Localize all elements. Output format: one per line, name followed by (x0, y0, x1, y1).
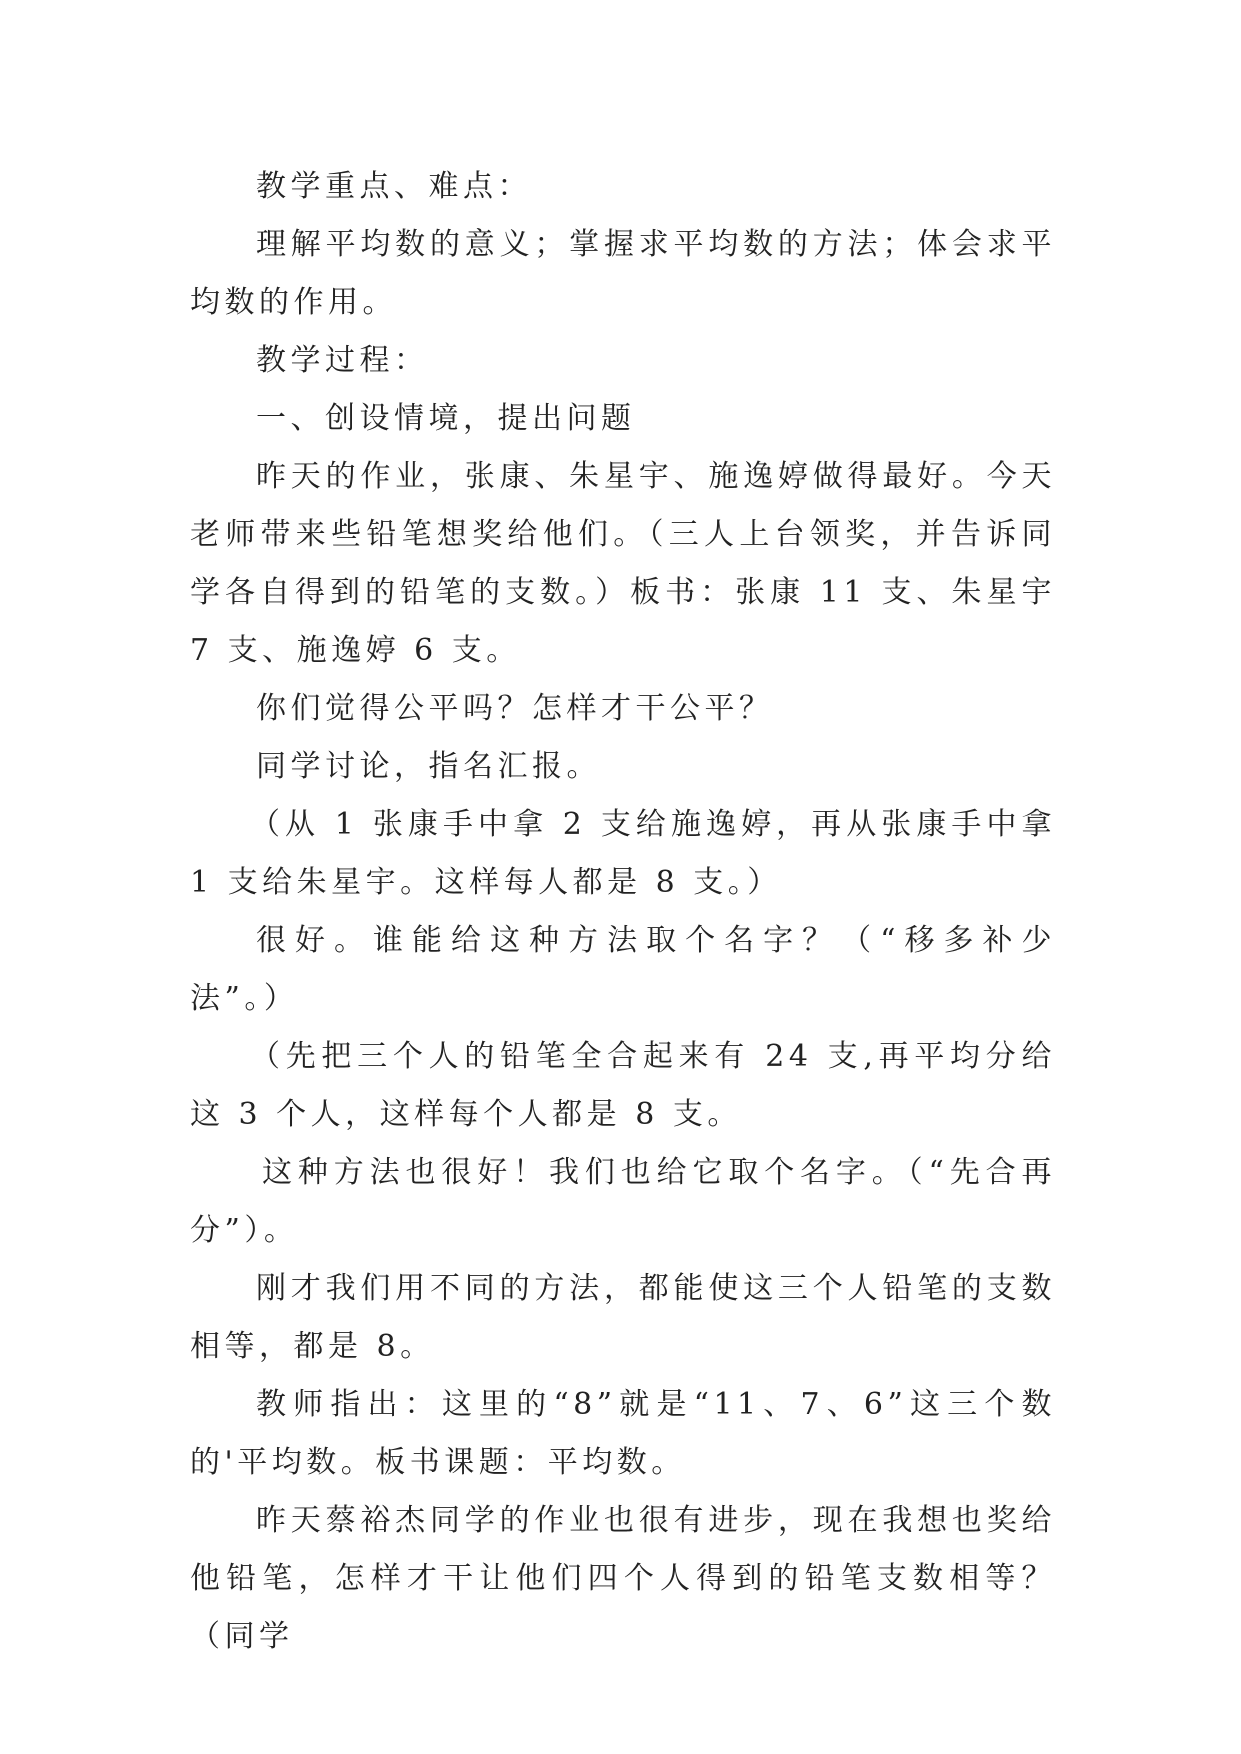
paragraph-fairness-question: 你们觉得公平吗？怎样才干公平？ (256, 691, 774, 726)
paragraph-method-combine-name: 这种方法也很好！我们也给它取个名字。（“先合再分”）。 (190, 1155, 1056, 1248)
paragraph-discussion: 同学讨论，指名汇报。 (256, 749, 601, 784)
section-heading-1: 一、创设情境，提出问题 (256, 401, 636, 436)
paragraph-homework: 昨天的作业，张康、朱星宇、施逸婷做得最好。今天老师带来些铅笔想奖给他们。（三人上台领奖，并告诉同学各自得到的铅笔的支数。）板书：张康 11 支、朱星宇 7 支、施逸婷 6 支。 (190, 459, 1056, 668)
paragraph-four-students: 昨天蔡裕杰同学的作业也很有进步，现在我想也奖给他铅笔，怎样才干让他们四个人得到的铅笔支数相等？（同学 (190, 1503, 1056, 1654)
heading-key-points: 教学重点、难点： (256, 169, 532, 204)
paragraph-key-points: 理解平均数的意义；掌握求平均数的方法；体会求平均数的作用。 (190, 227, 1056, 320)
paragraph-average-definition: 教师指出：这里的“8”就是“11、7、6”这三个数的'平均数。板书课题：平均数。 (190, 1387, 1056, 1480)
paragraph-method-name: 很好。谁能给这种方法取个名字？（“移多补少法”。） (190, 923, 1056, 1016)
heading-process: 教学过程： (256, 343, 429, 378)
document-body (190, 158, 1056, 1666)
paragraph-method-move: （从 1 张康手中拿 2 支给施逸婷，再从张康手中拿 1 支给朱星宇。这样每人都是 8 支。） (190, 807, 1056, 900)
paragraph-equal-result: 刚才我们用不同的方法，都能使这三个人铅笔的支数相等，都是 8。 (190, 1271, 1056, 1364)
paragraph-method-combine: （先把三个人的铅笔全合起来有 24 支,再平均分给这 3 个人，这样每个人都是 8 支。 (190, 1039, 1056, 1132)
